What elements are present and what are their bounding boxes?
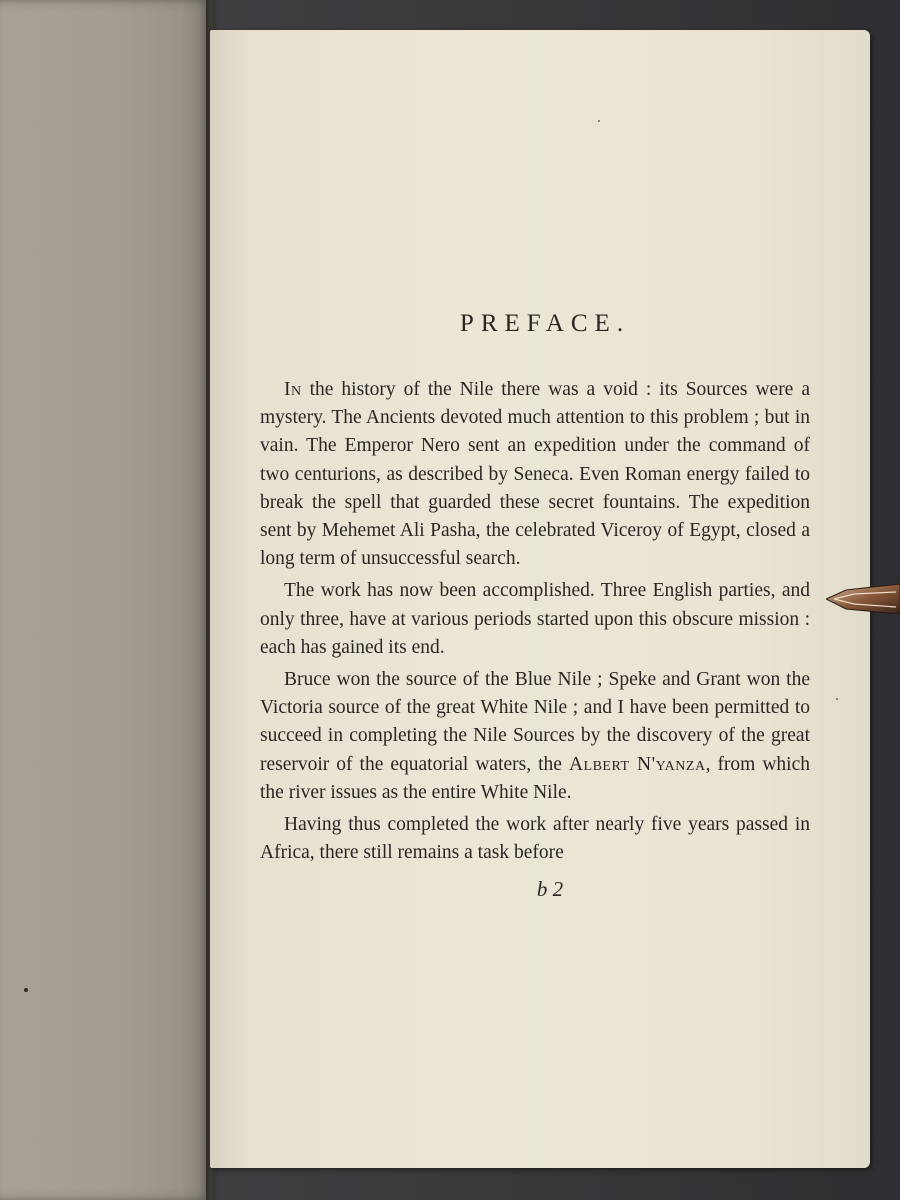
paragraph: The work has now been accomplished. Three English parties, and only three, have at various periods started upon this obscure mission : each has gained its end.	[260, 580, 810, 658]
place-name: Albert N'yanza	[568, 753, 706, 775]
paragraph	[260, 666, 810, 807]
drop-lead-word: In	[284, 379, 302, 400]
left-page	[0, 0, 212, 1200]
paragraph-text: , from which the river issues as the entire White Nile.	[260, 753, 811, 803]
right-page	[210, 30, 870, 1168]
bookmark-ribbon-icon	[826, 582, 900, 616]
paragraph	[260, 376, 810, 573]
page-speck	[836, 698, 838, 700]
page-mark	[24, 988, 28, 992]
paragraph-text: the history of the Nile there was a void : its Sources were a mystery. The Ancients devoted much attention to this problem ; but in vain. The Emperor Nero sent an expedition under the command of two centurions, as described by Seneca. Even Roman energy failed to break the spell that guarded these secret fountains. The expedition sent by Mehemet Ali Pasha, the celebrated Viceroy of Egypt, closed a long term of unsuccessful search.	[260, 379, 810, 570]
paragraph: Having thus completed the work after nearly five years passed in Africa, there still remains a task before	[260, 814, 810, 864]
signature-mark: b 2	[536, 877, 564, 902]
page-title: PREFACE.	[459, 310, 631, 337]
page-speck	[598, 120, 600, 122]
paragraph-text: Bruce won the source of the Blue Nile ; Speke and Grant won the Victoria source of the great White Nile ; and I have been permitted to succeed in completing the Nile Sources by the discovery of the great reservoir of the equatorial waters, the	[260, 669, 810, 775]
page-text-block	[260, 310, 810, 902]
